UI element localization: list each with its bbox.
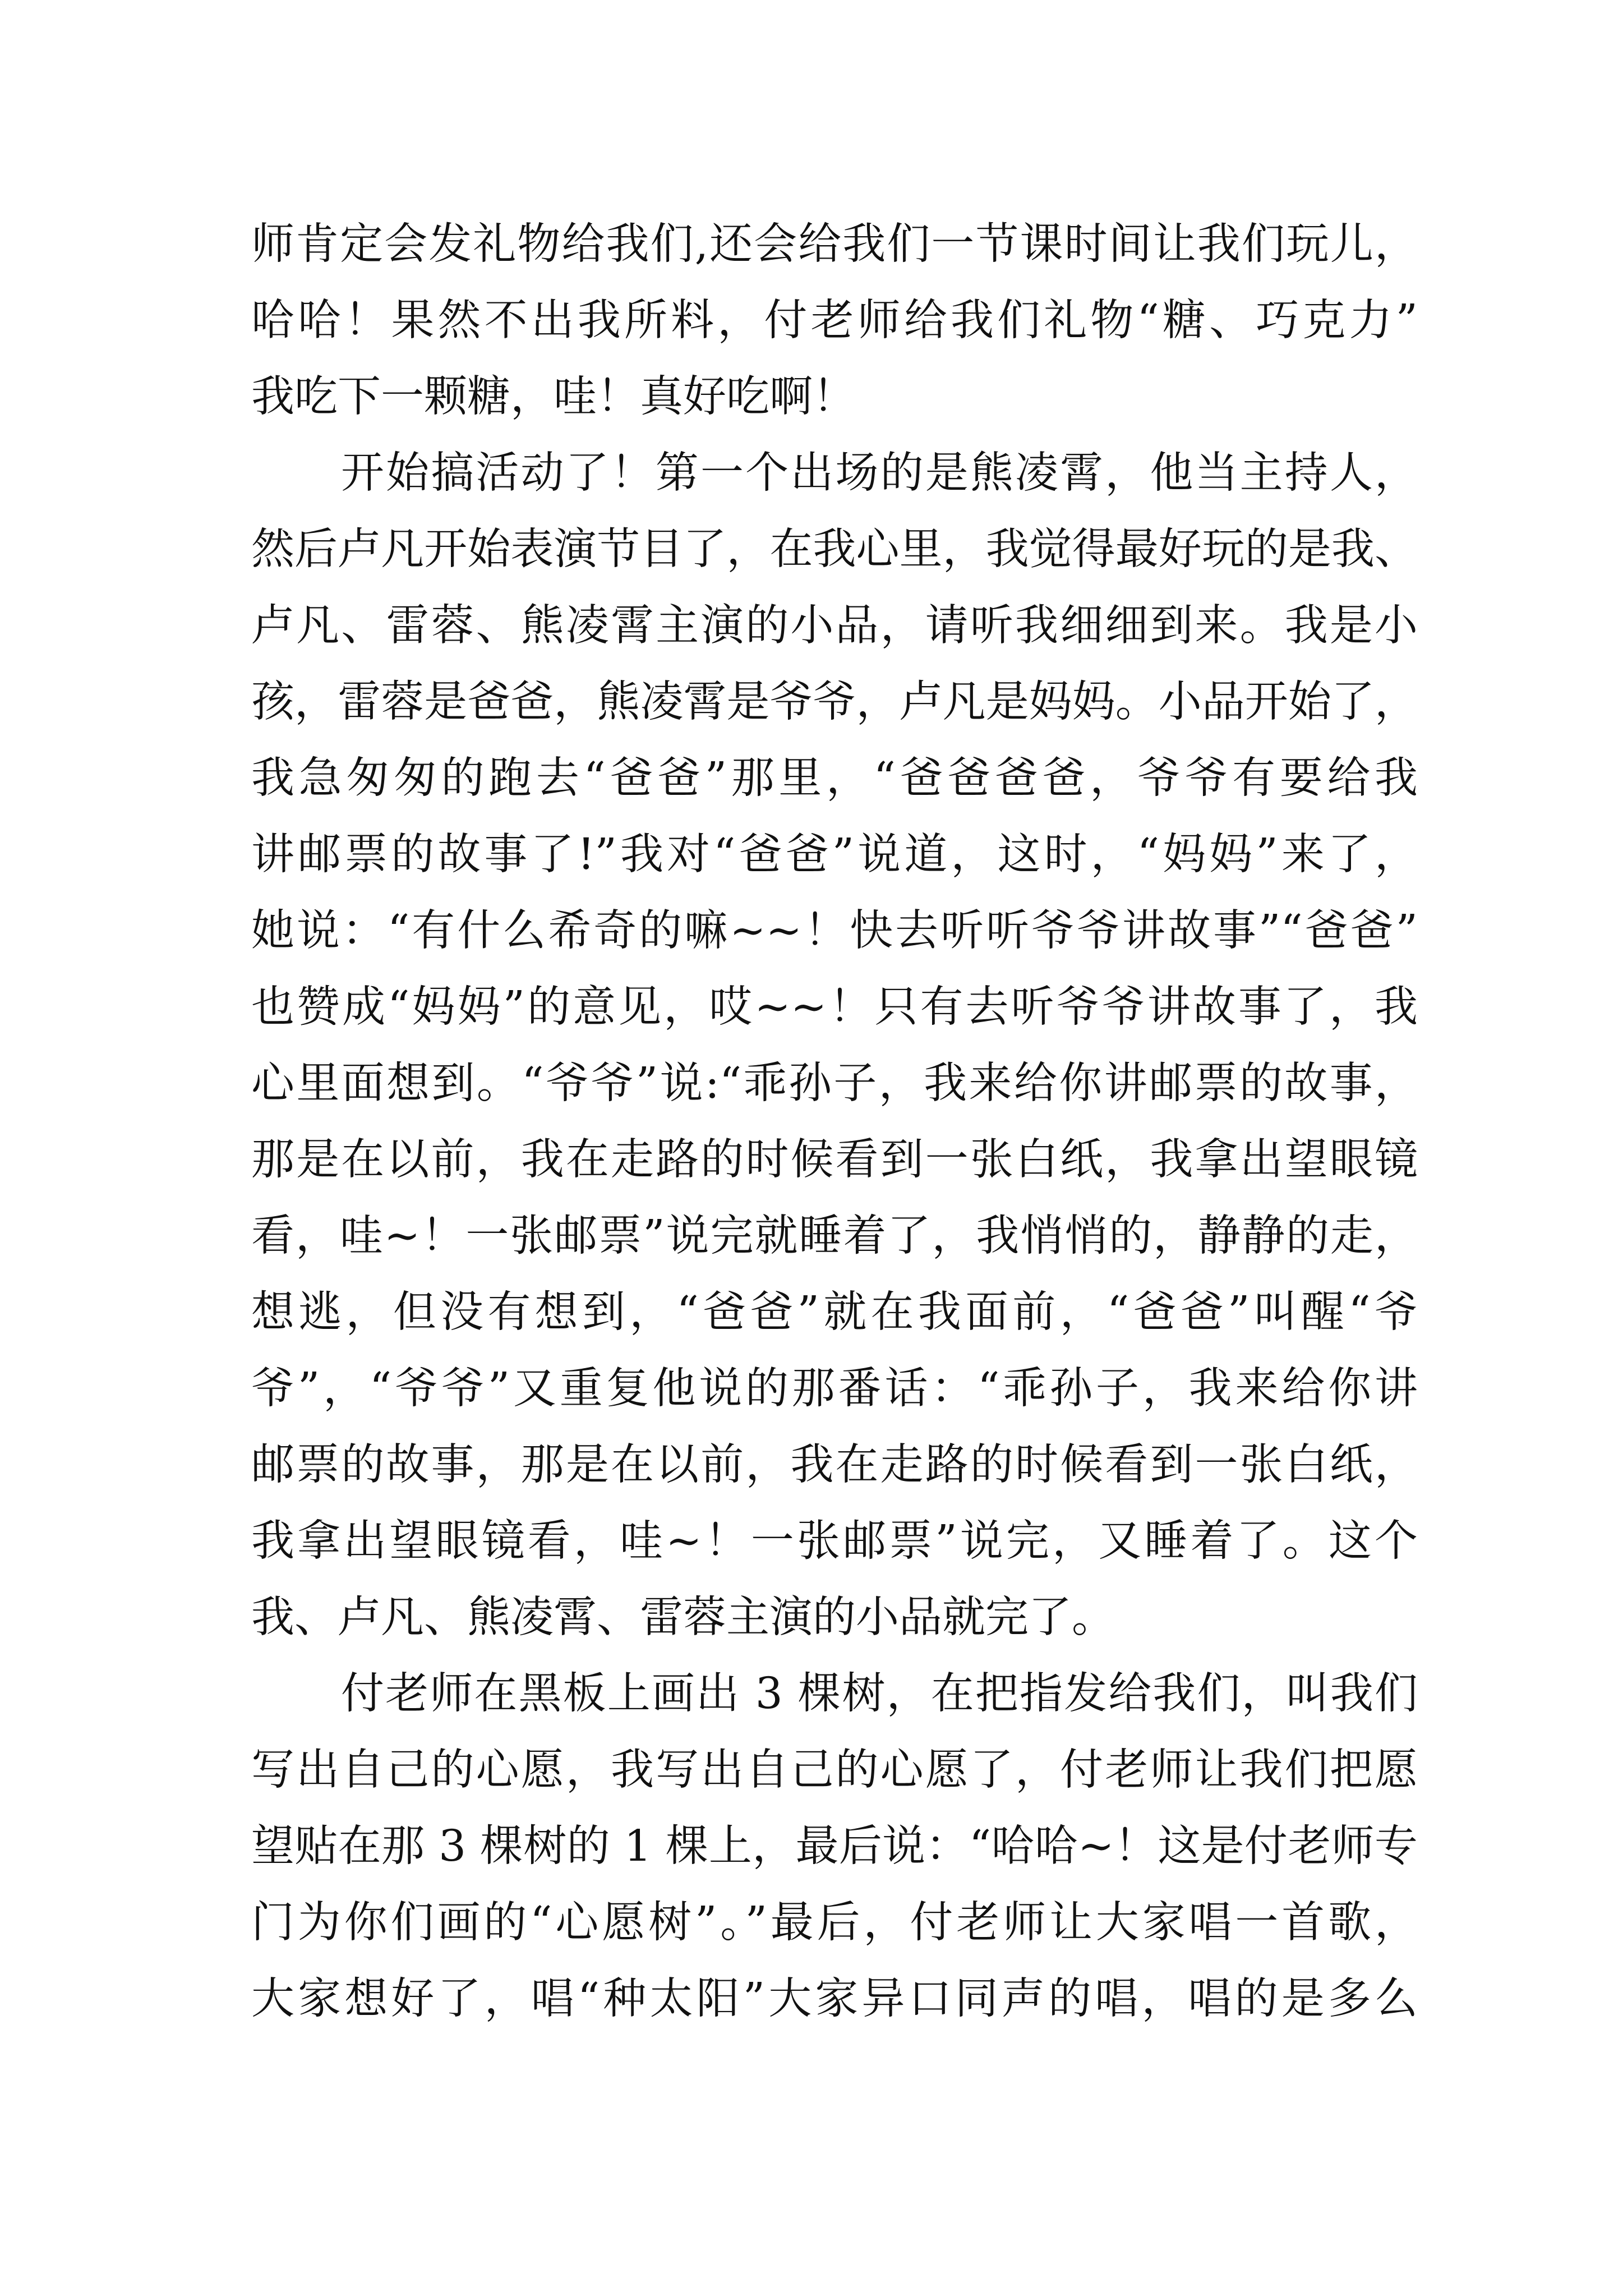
paragraph-2 (251, 435, 1418, 1656)
text-line: 写出自己的心愿，我写出自己的心愿了，付老师让我们把愿 (251, 1745, 1418, 1795)
text-line: 我、卢凡、熊凌霄、雷蓉主演的小品就完了。 (251, 1593, 1115, 1642)
paragraph-1 (251, 206, 1418, 435)
text-line: 哈哈！果然不出我所料，付老师给我们礼物“糖、巧克力” (251, 296, 1418, 346)
text-line: 开始搞活动了！第一个出场的是熊凌霄，他当主持人， (341, 448, 1418, 498)
text-line: 卢凡、雷蓉、熊凌霄主演的小品，请听我细细到来。我是小 (251, 601, 1418, 651)
text-line: 她说：“有什么希奇的嘛~~！快去听听爷爷讲故事”“爸爸” (251, 906, 1418, 956)
text-line: 望贴在那 3 棵树的 1 棵上，最后说：“哈哈~！这是付老师专 (251, 1821, 1418, 1871)
text-line: 心里面想到。“爷爷”说:“乖孙子，我来给你讲邮票的故事， (251, 1059, 1418, 1108)
text-line: 那是在以前，我在走路的时候看到一张白纸，我拿出望眼镜 (251, 1135, 1418, 1185)
text-line: 然后卢凡开始表演节目了，在我心里，我觉得最好玩的是我、 (251, 524, 1418, 574)
text-line: 门为你们画的“心愿树”。”最后，付老师让大家唱一首歌， (251, 1898, 1418, 1948)
text-line: 看，哇~！一张邮票”说完就睡着了，我悄悄的，静静的走， (251, 1211, 1418, 1261)
text-line: 付老师在黑板上画出 3 棵树，在把指发给我们，叫我们 (341, 1669, 1418, 1719)
body-text (251, 206, 1418, 2037)
text-line: 想逃，但没有想到，“爸爸”就在我面前，“爸爸”叫醒“爷 (251, 1287, 1418, 1337)
text-line: 爷”，“爷爷”又重复他说的那番话：“乖孙子，我来给你讲 (251, 1364, 1418, 1414)
text-line: 也赞成“妈妈”的意见，哎~~！只有去听爷爷讲故事了，我 (251, 982, 1418, 1032)
text-line: 讲邮票的故事了!”我对“爸爸”说道，这时，“妈妈”来了， (251, 830, 1418, 880)
text-line: 师肯定会发礼物给我们,还会给我们一节课时间让我们玩儿， (251, 219, 1418, 269)
text-line: 我拿出望眼镜看，哇~！一张邮票”说完，又睡着了。这个 (251, 1516, 1418, 1566)
text-line: 邮票的故事，那是在以前，我在走路的时候看到一张白纸， (251, 1440, 1418, 1490)
paragraph-3 (251, 1656, 1418, 2037)
text-line: 孩，雷蓉是爸爸，熊凌霄是爷爷，卢凡是妈妈。小品开始了， (251, 677, 1418, 727)
text-line: 我急匆匆的跑去“爸爸”那里，“爸爸爸爸，爷爷有要给我 (251, 753, 1418, 803)
text-line: 大家想好了，唱“种太阳”大家异口同声的唱，唱的是多么 (251, 1974, 1418, 2024)
text-line: 我吃下一颗糖，哇！真好吃啊！ (251, 372, 856, 422)
